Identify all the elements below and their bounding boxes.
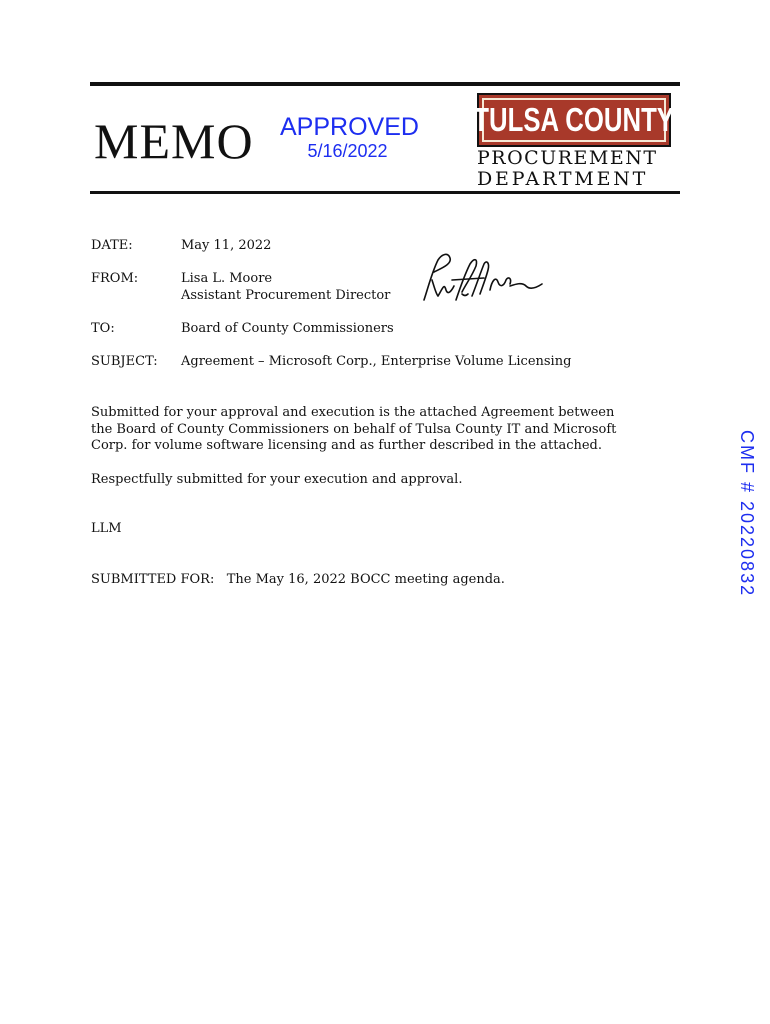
date-label: DATE: bbox=[91, 238, 133, 253]
from-label: FROM: bbox=[91, 271, 139, 286]
dept-line-2: DEPARTMENT bbox=[477, 168, 649, 190]
body-line: the Board of County Commissioners on behalf of Tulsa County IT and Microsoft bbox=[91, 421, 617, 437]
tulsa-county-logo bbox=[473, 93, 675, 147]
body-line: Corp. for volume software licensing and as further described in the attached. bbox=[91, 438, 602, 453]
body-paragraph-2: Respectfully submitted for your execution and approval. bbox=[91, 472, 463, 487]
memo-title: MEMO bbox=[94, 113, 254, 169]
date-value: May 11, 2022 bbox=[181, 238, 272, 253]
approval-date: 5/16/2022 bbox=[307, 141, 388, 161]
body-paragraph-1 bbox=[91, 405, 651, 455]
cmf-number-stamp: CMF # 20220832 bbox=[737, 430, 757, 598]
logo-name: TULSA COUNTY bbox=[473, 101, 675, 138]
signature-image bbox=[412, 250, 547, 305]
from-title: Assistant Procurement Director bbox=[181, 288, 391, 303]
approval-status: APPROVED bbox=[280, 113, 419, 141]
to-label: TO: bbox=[91, 321, 115, 336]
subject-value: Agreement – Microsoft Corp., Enterprise Volume Licensing bbox=[181, 354, 572, 369]
dept-line-1: PROCUREMENT bbox=[477, 147, 658, 169]
header-top-rule bbox=[90, 82, 680, 86]
body-line: Submitted for your approval and execution is the attached Agreement between bbox=[91, 405, 615, 420]
header-bottom-rule bbox=[90, 191, 680, 194]
initials: LLM bbox=[91, 521, 122, 536]
subject-label: SUBJECT: bbox=[91, 354, 158, 369]
approval-stamp bbox=[280, 113, 419, 161]
submitted-for-line: SUBMITTED FOR: The May 16, 2022 BOCC meeting agenda. bbox=[91, 572, 505, 587]
to-value: Board of County Commissioners bbox=[181, 321, 394, 336]
from-name: Lisa L. Moore bbox=[181, 271, 273, 286]
